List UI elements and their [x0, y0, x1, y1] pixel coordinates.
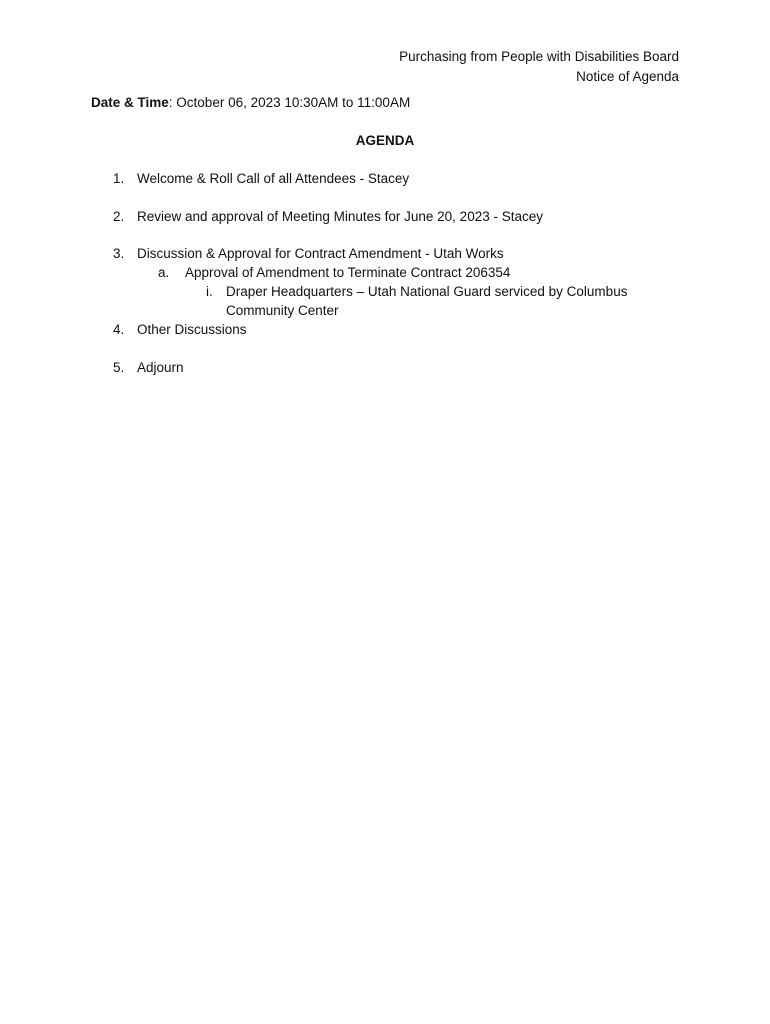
header-notice-title: Notice of Agenda — [576, 69, 679, 84]
subitem-roman: i. — [206, 284, 213, 299]
agenda-item-number: 2. — [113, 209, 125, 224]
agenda-item-text: Welcome & Roll Call of all Attendees - Stacey — [137, 171, 410, 186]
agenda-heading: AGENDA — [355, 133, 415, 148]
agenda-subitem-a — [158, 263, 510, 282]
subitem-letter: a. — [158, 265, 170, 280]
agenda-item-number: 1. — [113, 171, 125, 186]
agenda-item-number: 5. — [113, 360, 125, 375]
datetime-separator: : — [168, 95, 173, 110]
datetime-value: October 06, 2023 10:30AM to 11:00AM — [172, 95, 411, 110]
agenda-item-number: 4. — [113, 322, 125, 337]
meeting-datetime — [91, 93, 410, 113]
agenda-subitem-i — [206, 282, 666, 320]
document-header — [399, 47, 679, 87]
subitem-text: Approval of Amendment to Terminate Contract 206354 — [185, 265, 511, 280]
agenda-item-3 — [113, 244, 504, 263]
datetime-label: Date & Time — [91, 95, 169, 110]
agenda-item-5 — [113, 358, 184, 377]
agenda-item-text: Review and approval of Meeting Minutes for June 20, 2023 - Stacey — [137, 209, 543, 224]
agenda-item-text: Adjourn — [137, 360, 184, 375]
header-org-name: Purchasing from People with Disabilities Board — [399, 49, 679, 64]
agenda-item-2 — [113, 207, 543, 226]
agenda-item-1 — [113, 169, 409, 188]
subitem-text: Draper Headquarters – Utah National Guard serviced by Columbus Community Center — [226, 284, 628, 318]
agenda-item-text: Discussion & Approval for Contract Amendment - Utah Works — [137, 246, 504, 261]
agenda-item-number: 3. — [113, 246, 125, 261]
agenda-item-text: Other Discussions — [137, 322, 247, 337]
agenda-item-4 — [113, 320, 247, 339]
